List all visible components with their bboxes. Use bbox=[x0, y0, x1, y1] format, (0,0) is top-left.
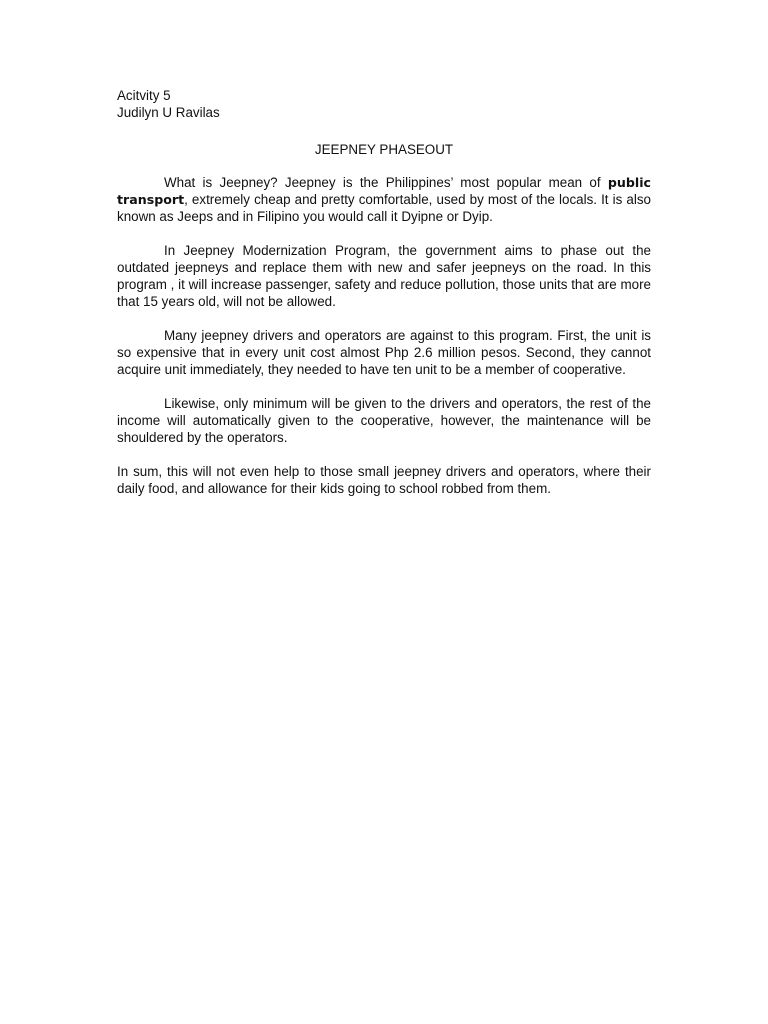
paragraph-intro-lead: What is Jeepney? Jeepney is the Philippines’ most popular mean of bbox=[164, 175, 608, 190]
bold-term: public transport bbox=[117, 175, 651, 207]
activity-label: Acitvity 5 bbox=[117, 88, 171, 103]
paragraph-intro bbox=[117, 174, 651, 225]
author-name: Judilyn U Ravilas bbox=[117, 105, 220, 120]
paragraph-modernization: In Jeepney Modernization Program, the government aims to phase out the outdated jeepneys and replace them with new and safer jeepneys on the road. In this program , it will increase passenger, safety and reduce pollution, those units that are more that 15 years old, will not be allowed. bbox=[117, 243, 651, 309]
document-title: JEEPNEY PHASEOUT bbox=[314, 142, 454, 157]
paragraph-income: Likewise, only minimum will be given to the drivers and operators, the rest of the income will automatically given to the cooperative, however, the maintenance will be shouldered by the operators. bbox=[117, 396, 651, 445]
paragraph-opposition: Many jeepney drivers and operators are against to this program. First, the unit is so expensive that in every unit cost almost Php 2.6 million pesos. Second, they cannot acquire unit immediately, they needed to have ten unit to be a member of cooperative. bbox=[117, 328, 651, 377]
document-page bbox=[117, 87, 651, 514]
paragraph-intro-rest: , extremely cheap and pretty comfortable, used by most of the locals. It is also known as Jeeps and in Filipino you would call it Dyipne or Dyip. bbox=[117, 192, 651, 224]
paragraph-conclusion: In sum, this will not even help to those small jeepney drivers and operators, where their daily food, and allowance for their kids going to school robbed from them. bbox=[117, 464, 651, 496]
